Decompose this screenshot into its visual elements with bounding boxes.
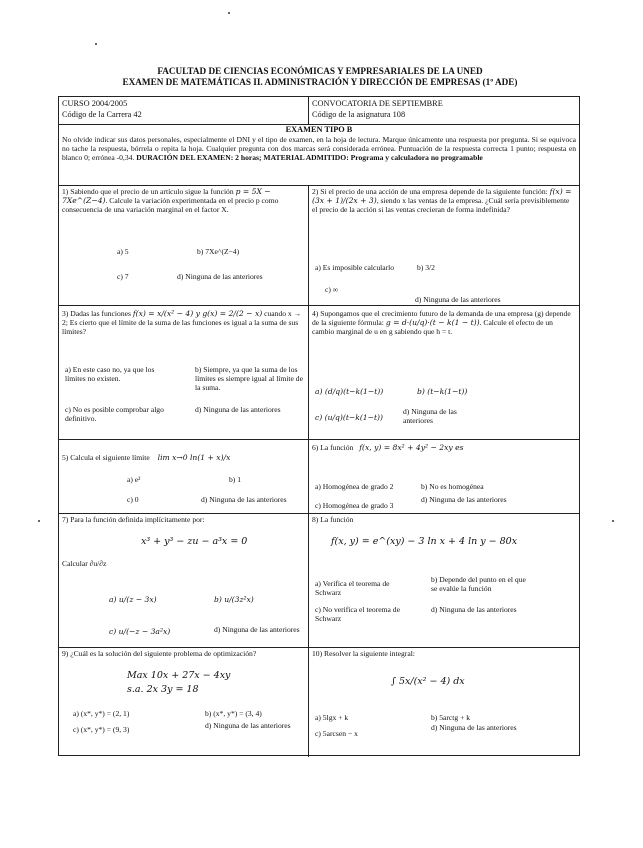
q4-text-2: . Calcule el efecto de un cambio marginal de u en g sabiendo que h = t. <box>312 318 553 336</box>
scan-speck <box>228 12 230 14</box>
row-divider <box>59 305 308 306</box>
instructions-duration: DURACIÓN DEL EXAMEN: 2 horas; MATERIAL ADMITIDO: Programa y calculadora no programable <box>134 153 483 162</box>
q3-text: 3) Dadas las funciones <box>62 309 131 318</box>
q7-option-c[interactable]: c) u/(−z − 3a²x) <box>109 627 171 636</box>
q1-text-2: . Calcule la variación experimentada en el precio p como consecuencia de una variación marginal en el factor X. <box>62 196 279 214</box>
scan-speck <box>95 43 97 45</box>
q5-option-a[interactable]: a) e² <box>127 475 141 484</box>
row-divider <box>59 647 579 648</box>
q1-text: 1) Sabiendo que el precio de un artículo sigue la función <box>62 187 234 196</box>
q2-text: 2) Si el precio de una acción de una empresa depende de la siguiente función: <box>312 187 548 196</box>
q8-formula: f(x, y) = e^(xy) − 3 ln x + 4 ln y − 80x <box>331 536 518 547</box>
q1-option-c[interactable]: c) 7 <box>117 272 129 281</box>
codigo-asignatura: Código de la asignatura 108 <box>312 110 406 119</box>
q4-option-d[interactable]: d) Ninguna de las anteriores <box>403 407 457 425</box>
scan-speck <box>38 520 40 522</box>
q2-text-2: , siendo x las ventas de la empresa. ¿Cuál sería previsiblemente el precio de la acción si las ventas crecieran de forma indefinida? <box>312 196 570 214</box>
q3-text-2: cuando x → 2; Es cierto que el límite de la suma de las funciones es igual a la suma de sus límites? <box>62 309 302 336</box>
q7-option-d[interactable]: d) Ninguna de las anteriores <box>214 625 300 634</box>
q8-option-d[interactable]: d) Ninguna de las anteriores <box>431 605 517 614</box>
q5-option-c[interactable]: c) 0 <box>127 495 139 504</box>
q10-text: 10) Resolver la siguiente integral: <box>312 649 415 658</box>
q9-option-c[interactable]: c) (x*, y*) = (9, 3) <box>73 725 130 734</box>
q6-option-b[interactable]: b) No es homogénea <box>421 482 484 491</box>
q2-option-c[interactable]: c) ∞ <box>325 285 339 294</box>
q2-option-d[interactable]: d) Ninguna de las anteriores <box>415 295 501 304</box>
q7-text: 7) Para la función definida implícitamente por: <box>62 515 205 524</box>
q8-option-c[interactable]: c) No verifica el teorema de Schwarz <box>315 605 400 623</box>
instructions-text: No olvide indicar sus datos personales, especialmente el DNI y el tipo de examen, en la hoja de lectura. Marque únicamente una respuesta por pregunta. Si se equivoca no tache la respuesta, bórrela o repita la hoja. Cualquier pregunta con dos marcas será considerada errónea. Puntuación de la respuesta correcta 1 punto; respuesta en blanco 0; errónea -0,34. <box>62 135 576 162</box>
info-divider <box>308 97 309 124</box>
instructions <box>62 135 576 162</box>
q9-option-b[interactable]: b) (x*, y*) = (3, 4) <box>205 709 262 718</box>
q3-option-b[interactable]: b) Siempre, ya que la suma de los límites es siempre igual al límite de la suma. <box>195 365 303 392</box>
curso: CURSO 2004/2005 <box>62 99 128 108</box>
q7-option-a[interactable]: a) u/(z − 3x) <box>109 595 157 604</box>
exam-header <box>60 66 580 88</box>
q9-option-d[interactable]: d) Ninguna de las anteriores <box>205 721 291 730</box>
q6-option-a[interactable]: a) Homogénea de grado 2 <box>315 482 394 491</box>
scan-speck <box>612 520 614 522</box>
q1-option-d[interactable]: d) Ninguna de las anteriores <box>177 272 263 281</box>
q4-option-b[interactable]: b) (t−k(1−t)) <box>417 387 468 396</box>
row-divider <box>59 513 579 514</box>
q2-option-a[interactable]: a) Es imposible calcularlo <box>315 263 395 272</box>
header-line-1: FACULTAD DE CIENCIAS ECONÓMICAS Y EMPRESARIALES DE LA UNED <box>157 66 483 76</box>
q1-option-a[interactable]: a) 5 <box>117 247 129 256</box>
q10-option-c[interactable]: c) 5arcsen − x <box>315 729 358 738</box>
q3-formula: f(x) = x/(x² − 4) y g(x) = 2/(2 − x) <box>132 309 263 318</box>
q4-option-c[interactable]: c) (u/q)(t−k(1−t)) <box>315 413 383 422</box>
q3-option-c[interactable]: c) No es posible comprobar algo definitivo. <box>65 405 164 423</box>
exam-grid <box>58 96 580 756</box>
q4-formula: g = d·(u/q)·(t − k(1 − t)) <box>385 318 480 327</box>
q6-option-c[interactable]: c) Homogénea de grado 3 <box>315 501 394 510</box>
codigo-carrera: Código de la Carrera 42 <box>62 110 142 119</box>
q10-formula: ∫ 5x/(x² − 4) dx <box>391 676 465 687</box>
convocatoria: CONVOCATORIA DE SEPTIEMBRE <box>312 99 443 108</box>
q2-formula: f(x) = (3x + 1)/(2x + 3) <box>312 187 572 205</box>
exam-type: EXAMEN TIPO B <box>285 125 353 134</box>
q9-constraint: s.a. 2x 3y = 18 <box>127 684 199 695</box>
q8-option-b[interactable]: b) Depende del punto en el que se evalúe la función <box>431 575 526 593</box>
q6-option-d[interactable]: d) Ninguna de las anteriores <box>421 495 507 504</box>
q2-option-b[interactable]: b) 3/2 <box>417 263 435 272</box>
q8-option-a[interactable]: a) Verifica el teorema de Schwarz <box>315 579 390 597</box>
q10-option-d[interactable]: d) Ninguna de las anteriores <box>431 723 517 732</box>
q7-formula: x³ + y³ − zu − a³x = 0 <box>141 536 248 547</box>
row-divider <box>59 185 579 186</box>
q9-objective: Max 10x + 27x − 4xy <box>127 670 231 681</box>
row-divider <box>59 439 579 440</box>
q6-text: 6) La función <box>312 443 354 452</box>
q6-formula: f(x, y) = 8x² + 4y² − 2xy es <box>359 443 464 452</box>
q5-formula: lim x→0 ln(1 + x)/x <box>157 453 231 462</box>
q3-option-a[interactable]: a) En este caso no, ya que los límites no existen. <box>65 365 155 383</box>
q5-option-b[interactable]: b) 1 <box>229 475 242 484</box>
q7-calc: Calcular ∂u/∂z <box>62 559 107 568</box>
q7-option-b[interactable]: b) u/(3z²x) <box>214 595 254 604</box>
row-divider <box>308 305 579 306</box>
header-line-2: EXAMEN DE MATEMÁTICAS II. ADMINISTRACIÓN Y DIRECCIÓN DE EMPRESAS (1º ADE) <box>122 77 518 87</box>
q9-option-a[interactable]: a) (x*, y*) = (2, 1) <box>73 709 130 718</box>
q1-formula: p = 5X − 7Xe^(Z−4) <box>62 187 271 205</box>
q5-text: 5) Calcula el siguiente límite <box>62 453 150 462</box>
q3-option-d[interactable]: d) Ninguna de las anteriores <box>195 405 281 414</box>
q1-option-b[interactable]: b) 7Xe^(Z−4) <box>197 247 240 256</box>
q10-option-a[interactable]: a) 5lgx + k <box>315 713 349 722</box>
q5-option-d[interactable]: d) Ninguna de las anteriores <box>201 495 287 504</box>
q4-text: 4) Supongamos que el crecimiento futuro de la demanda de una empresa (g) depende de la siguiente fórmula: <box>312 309 571 327</box>
q10-option-b[interactable]: b) 5arctg + k <box>431 713 471 722</box>
q4-option-a[interactable]: a) (d/q)(t−k(1−t)) <box>315 387 384 396</box>
q8-text: 8) La función <box>312 515 354 524</box>
q9-text: 9) ¿Cuál es la solución del siguiente problema de optimización? <box>62 649 257 658</box>
column-divider <box>308 185 309 757</box>
